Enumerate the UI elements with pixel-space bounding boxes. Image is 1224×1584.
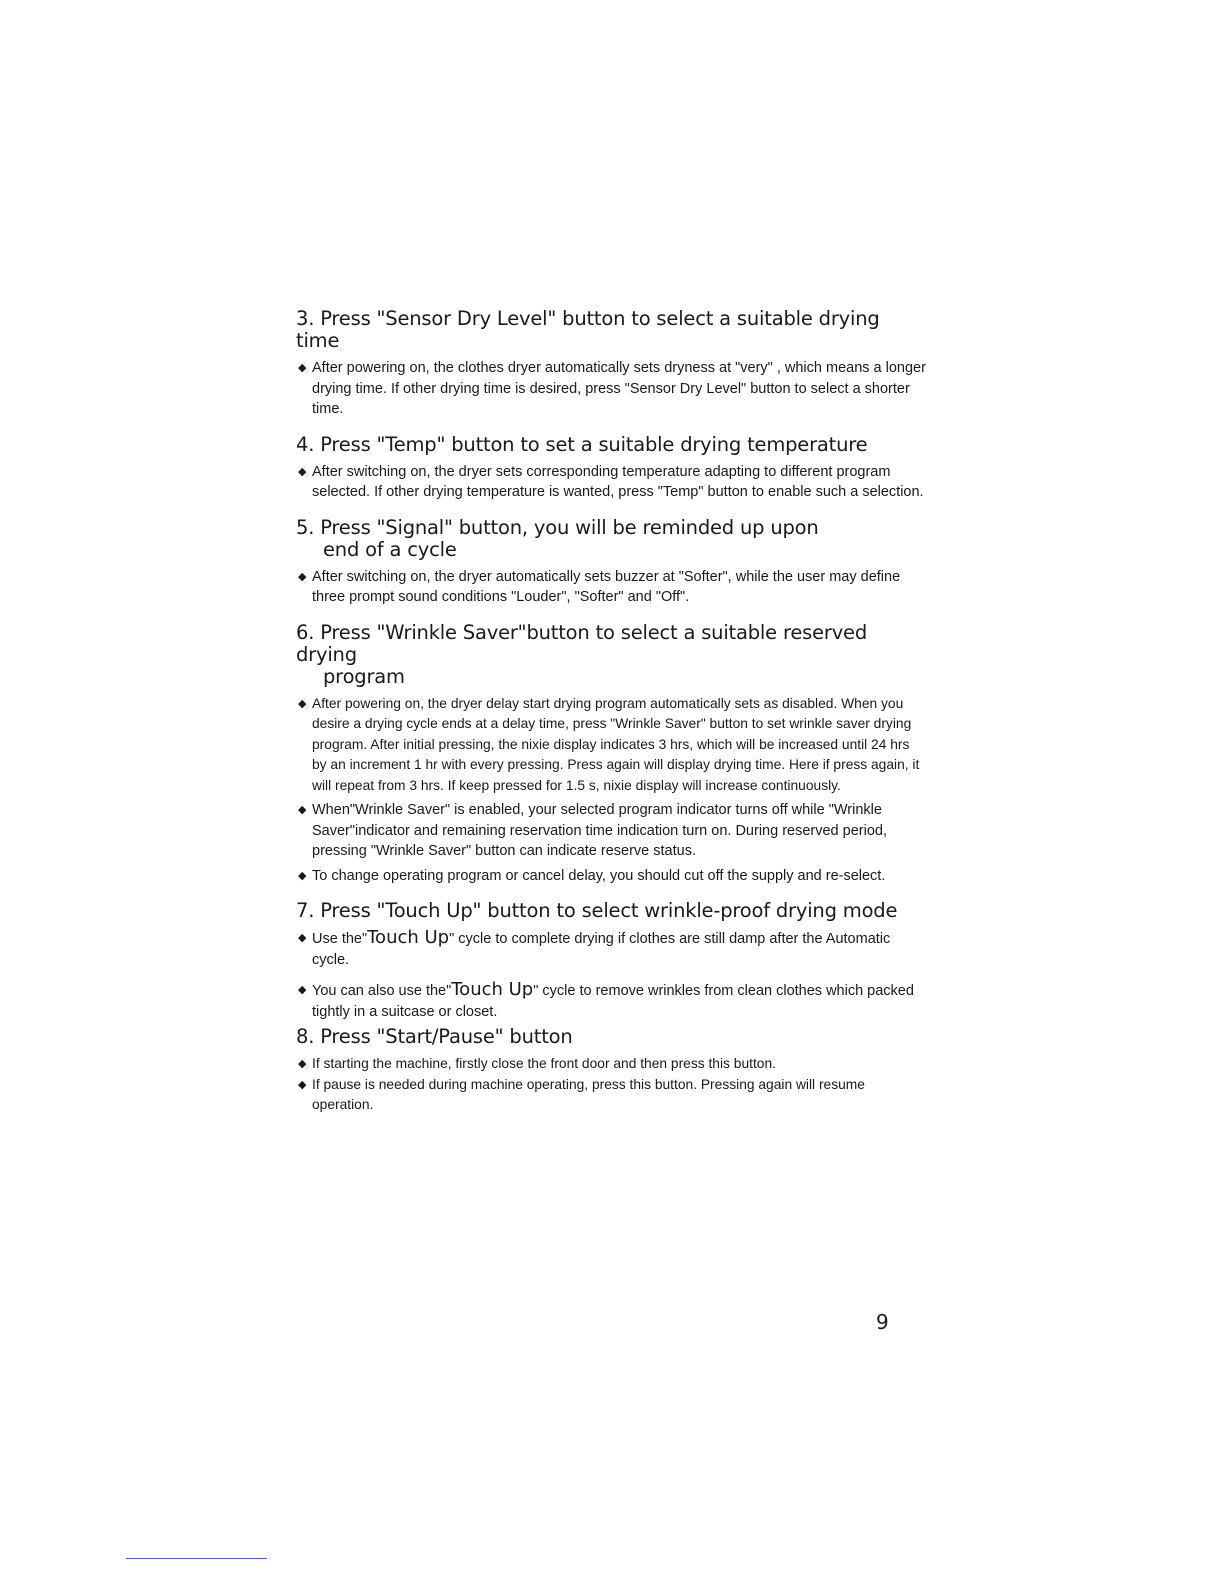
section-start-pause [296,1026,926,1116]
touch-up-label: Touch Up [451,979,534,1000]
page-number: 9 [876,1310,889,1334]
bullet-text: After switching on, the dryer automatically sets buzzer at "Softer", while the user may define three prompt sound conditions "Louder", "Softer" and "Off". [312,568,901,605]
section-heading-line2: end of a cycle [323,537,457,561]
bullet-text-pre: Use the" [312,931,368,947]
bullet-icon: ◆ [298,804,307,816]
bullet-text-pre: You can also use the" [312,983,452,999]
bullet-item [296,800,926,862]
footnote-divider [126,1558,267,1559]
bullet-text-post: " cycle to remove wrinkles from clean clothes which packed tightly in a suitcase or closet. [312,983,914,1020]
bullet-text: If pause is needed during machine operating, press this button. Pressing again will resume operation. [312,1076,865,1112]
bullet-item [296,866,926,887]
bullet-text: After powering on, the clothes dryer automatically sets dryness at "very" , which means a longer drying time. If other drying time is desired, press "Sensor Dry Level" button to select a shorter time. [312,360,926,417]
bullet-item [296,462,926,503]
bullet-item [296,1054,926,1075]
bullet-item [296,1075,926,1116]
section-heading: 7. Press "Touch Up" button to select wrinkle-proof drying mode [296,899,898,922]
bullet-icon: ◆ [298,1058,307,1070]
manual-page-content [296,308,926,1120]
bullet-item [296,567,926,608]
bullet-text: If starting the machine, firstly close the front door and then press this button. [312,1056,776,1071]
bullet-icon: ◆ [298,465,307,478]
section-heading-line2: program [323,664,405,688]
section-heading: 4. Press "Temp" button to set a suitable drying temperature [296,432,868,456]
section-heading: 3. Press "Sensor Dry Level" button to select a suitable drying time [296,307,880,352]
bullet-icon: ◆ [298,362,307,374]
section-heading [296,622,926,688]
section-heading [296,517,926,561]
bullet-item [296,928,926,970]
bullet-icon: ◆ [298,984,307,996]
bullet-item [296,980,926,1022]
section-touch-up [296,900,926,1022]
bullet-icon: ◆ [298,869,307,882]
section-wrinkle-saver [296,622,926,887]
bullet-text-post: " cycle to complete drying if clothes are still damp after the Automatic cycle. [312,931,891,968]
bullet-icon: ◆ [298,1078,307,1091]
bullet-icon: ◆ [298,697,307,710]
bullet-icon: ◆ [298,570,307,583]
section-heading: 8. Press "Start/Pause" button [296,1025,573,1048]
bullet-icon: ◆ [298,932,307,944]
bullet-item [296,694,926,797]
section-heading-line1: 5. Press "Signal" button, you will be reminded up upon [296,515,819,539]
section-signal [296,517,926,608]
bullet-text: When"Wrinkle Saver" is enabled, your selected program indicator turns off while "Wrinkle Saver"indicator and remaining reservation time indication turn on. During reserved period, pressing "Wrinkle Saver" button can indicate reserve status. [312,802,887,859]
bullet-item [296,358,926,420]
touch-up-label: Touch Up [367,927,450,948]
section-temp [296,434,926,503]
bullet-text: After powering on, the dryer delay start drying program automatically sets as disabled. When you desire a drying cycle ends at a delay time, press "Wrinkle Saver" button to set wrinkle saver drying program. After initial pressing, the nixie display indicates 3 hrs, which will be increased until 24 hrs by an increment 1 hr with every pressing. Press again will display drying time. Here if press again, it will repeat from 3 hrs. If keep pressed for 1.5 s, nixie display will increase continuously. [312,695,920,793]
bullet-text: To change operating program or cancel delay, you should cut off the supply and re-select. [312,867,886,884]
section-sensor-dry-level [296,308,926,420]
bullet-text: After switching on, the dryer sets corresponding temperature adapting to different program selected. If other drying temperature is wanted, press "Temp" button to enable such a selection. [312,463,924,500]
section-heading-line1: 6. Press "Wrinkle Saver"button to select a suitable reserved drying [296,620,868,666]
